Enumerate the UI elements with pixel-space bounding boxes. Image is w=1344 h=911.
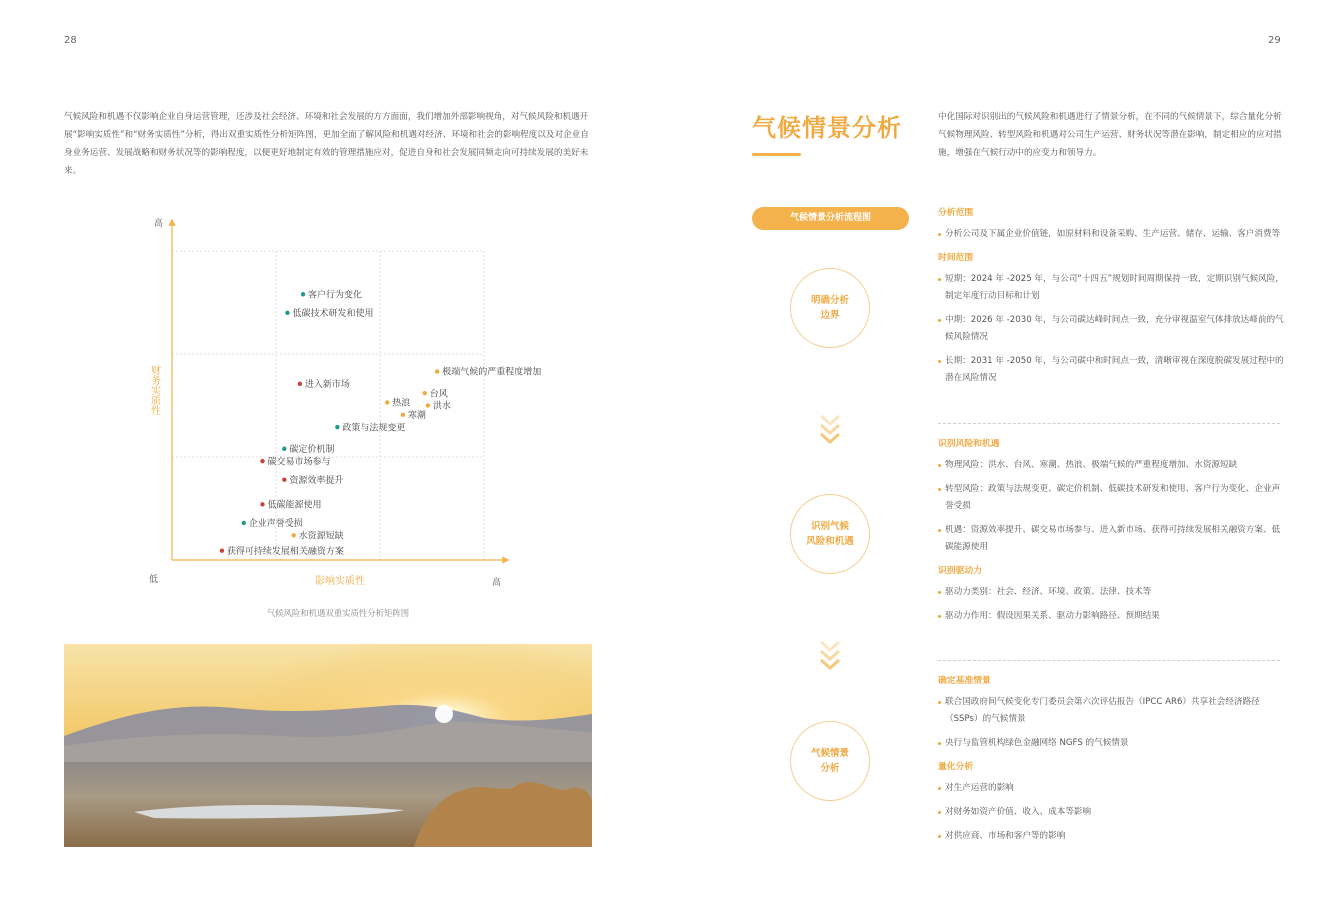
axis-low-label: 低	[149, 575, 159, 585]
title-underline	[752, 153, 801, 156]
data-point-label: 资源效率提升	[289, 475, 344, 486]
data-point	[298, 382, 302, 386]
data-point	[423, 391, 427, 395]
section-title: 气候情景分析	[752, 114, 902, 142]
step-label-line1: 识别气候	[810, 521, 849, 532]
chart-points	[220, 288, 541, 556]
data-point	[260, 502, 264, 506]
data-point-label: 极端气候的严重程度增加	[442, 367, 542, 378]
list-item: 驱动力类别：社会、经济、环境、政策、法律、技术等	[938, 584, 1284, 601]
data-point	[291, 533, 295, 537]
sunrise-photo	[64, 644, 592, 847]
list-item: 对供应商、市场和客户等的影响	[938, 828, 1284, 845]
step-label-line2: 边界	[820, 310, 840, 321]
list-item: 分析公司及下属企业价值链，如原材料和设备采购、生产运营、储存、运输、客户消费等	[938, 226, 1284, 243]
list-item: 物理风险：洪水、台风、寒潮、热浪、极端气候的严重程度增加、水资源短缺	[938, 457, 1284, 474]
left-intro-paragraph: 气候风险和机遇不仅影响企业自身运营管理，还涉及社会经济、环境和社会发展的方方面面，我们增加外部影响视角，对气候风险和机遇开展“影响实质性”和“财务实质性”分析，得出双重实质性分析矩阵图，更加全面了解风险和机遇对经济、环境和社会的影响程度以及对企业自身业务运营、发展战略和财务状况等的影响程度，以便更好地制定有效的管理措施应对，促进自身和社会发展同频走向可持续发展的美好未来。	[64, 112, 589, 176]
category-title: 识别驱动力	[938, 566, 982, 576]
data-point-label: 低碳能源使用	[267, 500, 322, 511]
category-title: 时间范围	[938, 253, 974, 263]
data-point-label: 热浪	[392, 398, 411, 409]
right-intro-paragraph: 中化国际对识别出的气候风险和机遇进行了情景分析，在不同的气候情景下，综合量化分析气候物理风险、转型风险和机遇对公司生产运营、财务状况等潜在影响，制定相应的应对措施，增强在气候行动中的应变力和领导力。	[938, 112, 1282, 158]
chevron-down-icon	[818, 638, 842, 672]
step-label-line2: 风险和机遇	[806, 536, 854, 547]
data-point	[426, 403, 430, 407]
category-title: 分析范围	[938, 208, 974, 218]
materiality-matrix-chart	[140, 208, 542, 598]
list-item: 机遇：资源效率提升、碳交易市场参与、进入新市场、获得可持续发展相关融资方案、低碳能源使用	[938, 522, 1284, 556]
list-item: 转型风险：政策与法规变更、碳定价机制、低碳技术研发和使用、客户行为变化、企业声誉受损	[938, 481, 1284, 515]
data-point-label: 进入新市场	[304, 380, 350, 391]
data-point	[335, 425, 339, 429]
x-axis-title: 影响实质性	[315, 576, 365, 587]
page-number-right: 29	[1268, 35, 1281, 46]
data-point-label: 客户行为变化	[308, 290, 363, 301]
chevron-down-icon	[818, 412, 842, 446]
data-point-label: 洪水	[432, 401, 451, 412]
list-item: 对财务如资产价值、收入、成本等影响	[938, 804, 1284, 821]
detail-group-risks	[938, 436, 1284, 632]
step-label-line1: 气候情景	[810, 748, 849, 759]
step-label-line2: 分析	[820, 763, 840, 774]
category-title: 确定基准情景	[938, 676, 991, 686]
list-item: 长期：2031 年 -2050 年，与公司碳中和时间点一致，清晰审视在深度脱碳发展过程中的潜在风险情况	[938, 353, 1284, 387]
step-identify-risks	[790, 494, 870, 574]
sunrise-landscape-image	[64, 644, 592, 847]
data-point	[401, 413, 405, 417]
data-point	[385, 400, 389, 404]
category-title: 识别风险和机遇	[938, 439, 1000, 449]
data-point-label: 碳交易市场参与	[267, 457, 331, 468]
data-point-label: 寒潮	[407, 410, 426, 421]
data-point-label: 低碳技术研发和使用	[292, 309, 374, 319]
y-axis-high-label: 高	[154, 219, 164, 229]
data-point	[282, 447, 286, 451]
step-define-boundary	[790, 268, 870, 348]
flowchart-label-pill: 气候情景分析流程图	[752, 207, 909, 230]
list-item: 中期：2026 年 -2030 年，与公司碳达峰时间点一致，充分审视温室气体排放达峰前的气候风险情况	[938, 312, 1284, 346]
data-point	[301, 292, 305, 296]
data-point	[260, 459, 264, 463]
data-point	[435, 369, 439, 373]
data-point	[242, 521, 246, 525]
step-label-line1: 明确分析	[810, 295, 849, 306]
page-number-left: 28	[64, 35, 77, 46]
list-item: 驱动力作用：假设因果关系、驱动力影响路径、预期结果	[938, 608, 1284, 625]
data-point-label: 政策与法规变更	[342, 423, 406, 434]
data-point-label: 碳定价机制	[289, 444, 335, 455]
y-axis-title: 财务实质性	[148, 365, 160, 415]
section-divider	[938, 660, 1280, 661]
list-item: 短期：2024 年 -2025 年，与公司“十四五”规划时间周期保持一致，定期识别气候风险，制定年度行动目标和计划	[938, 271, 1284, 305]
data-point-label: 台风	[429, 389, 448, 400]
section-divider	[938, 423, 1280, 424]
detail-group-boundary	[938, 205, 1284, 394]
chart-caption: 气候风险和机遇双重实质性分析矩阵图	[266, 608, 410, 618]
list-item: 央行与监管机构绿色金融网络 NGFS 的气候情景	[938, 735, 1284, 752]
list-item: 联合国政府间气候变化专门委员会第六次评估报告（IPCC AR6）共享社会经济路径（SSPs）的气候情景	[938, 694, 1284, 728]
data-point	[282, 477, 286, 481]
data-point	[220, 549, 224, 553]
x-axis-high-label: 高	[492, 578, 502, 588]
category-title: 量化分析	[938, 762, 974, 772]
data-point	[285, 311, 289, 315]
step-scenario-analysis	[790, 721, 870, 801]
detail-group-scenario	[938, 673, 1284, 852]
list-item: 对生产运营的影响	[938, 780, 1284, 797]
data-point-label: 获得可持续发展相关融资方案	[226, 546, 344, 557]
data-point-label: 企业声誉受损	[248, 519, 303, 530]
data-point-label: 水资源短缺	[298, 531, 344, 542]
